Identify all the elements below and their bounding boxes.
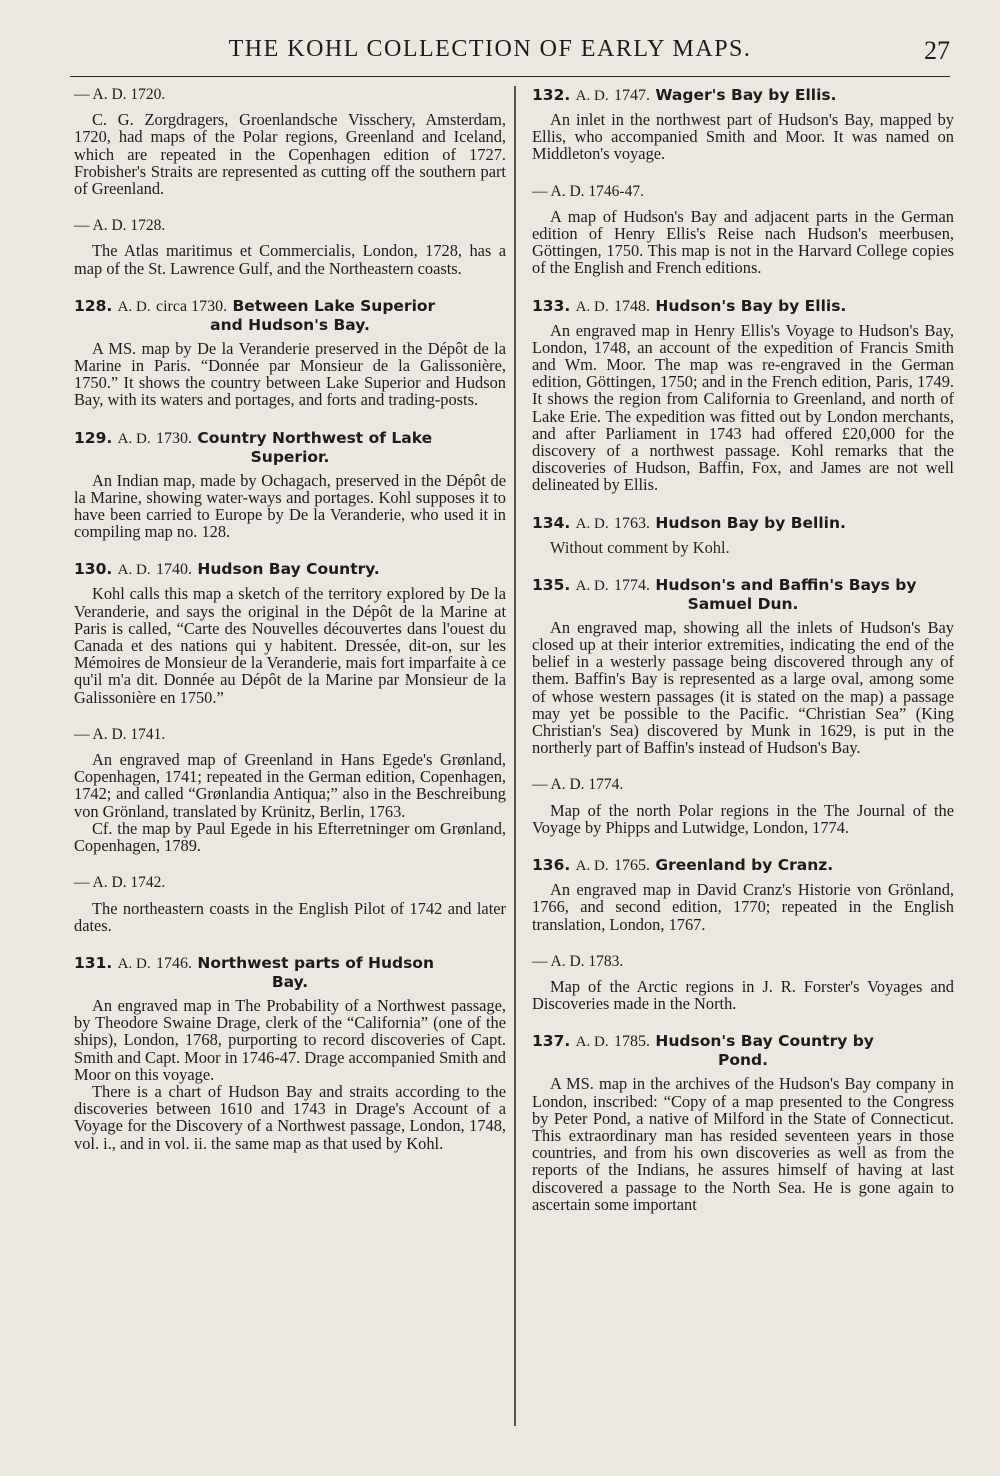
entry-number: 128. (74, 296, 113, 315)
entry-number: 137. (532, 1032, 571, 1051)
entry-title-cont: and Hudson's Bay. (210, 315, 370, 334)
entry-text: An inlet in the northwest part of Hudson's Bay, mapped by Ellis, who accompanied Smith and Moor. It was named on Middleton's voyage. (532, 110, 954, 164)
entry-1742 (74, 874, 506, 934)
entry-title: Between Lake Superior (232, 296, 436, 315)
page-number: 27 (924, 36, 950, 65)
entry-year: 1746. (155, 954, 192, 972)
entry-number: 131. (74, 953, 113, 972)
entry-text-cont: There is a chart of Hudson Bay and straits according to the discoveries between 1610 and 1743 in Drage's Account of a Voyage for the Discovery of a Northwest passage, London, 1748, vol. i., and in vol. ii. the same map as that used by Kohl. (74, 1081, 506, 1153)
entry-year: 1765. (613, 857, 650, 875)
entry-year: 1740. (155, 561, 192, 579)
entry-era: A. D. (575, 577, 609, 594)
left-column (74, 86, 506, 1172)
entry-1774 (532, 776, 954, 836)
entry-137 (532, 1032, 954, 1213)
entry-title: Hudson Bay Country. (197, 560, 380, 579)
entry-134 (532, 514, 954, 556)
entry-title: Hudson's and Baffin's Bays by (655, 575, 917, 594)
entry-title: Hudson's Bay by Ellis. (655, 296, 847, 315)
entry-heading (74, 560, 506, 579)
entry-text: Without comment by Kohl. (550, 537, 730, 557)
entry-title-cont: Bay. (271, 972, 309, 991)
column-divider (514, 86, 516, 1426)
entry-title: Northwest parts of Hudson (197, 953, 434, 972)
entry-133 (532, 297, 954, 494)
entry-title: Greenland by Cranz. (655, 856, 834, 875)
entry-128 (74, 297, 506, 409)
entry-text: Map of the north Polar regions in the The Journal of the Voyage by Phipps and Lutwidge, London, 1774. (532, 800, 954, 837)
entry-title-cont: Samuel Dun. (687, 594, 799, 613)
entry-year: 1748. (613, 297, 650, 315)
entry-heading (532, 297, 954, 316)
entry-year: 1774. (613, 576, 650, 594)
entry-number: 129. (74, 428, 113, 447)
entry-1720 (74, 86, 506, 197)
entry-heading (532, 576, 954, 613)
entry-title: Hudson's Bay Country by (655, 1032, 874, 1051)
entry-era: A. D. (575, 858, 609, 875)
entry-number: 130. (74, 560, 113, 579)
entry-date: — A. D. 1774. (532, 776, 624, 794)
entry-131 (74, 954, 506, 1152)
entry-era: A. D. (575, 298, 609, 315)
entry-date: — A. D. 1720. (74, 86, 166, 103)
entry-heading (532, 86, 954, 105)
entry-text: An Indian map, made by Ochagach, preserved in the Dépôt de la Marine, showing water-ways and portages. Kohl supposes it to have been carried to Europe by De la Veranderie, who used it in compiling map no. 128. (74, 470, 506, 542)
entry-year: 1785. (613, 1033, 650, 1051)
entry-text: An engraved map in The Probability of a Northwest passage, by Theodore Swaine Drage, clerk of the “California” (one of the ships), London, 1768, purporting to record discoveries of Capt. Smith and Capt. Moor in 1746-47. Drage accompanied Smith and Moor on this voyage. (74, 995, 506, 1084)
entry-heading (74, 297, 506, 334)
entry-text: An engraved map in Henry Ellis's Voyage to Hudson's Bay, London, 1748, an account of the expedition of Francis Smith and Wm. Moor. The map was re-engraved in the German edition, Göttingen, 1750; and in the French edition, Paris, 1749. It shows the region from California to Greenland, and north of Lake Erie. The expedition was fitted out by London merchants, and after Parliament in 1743 had offered £20,000 for the discovery of a northwest passage. Kohl remarks that the discoveries of Hudson, Baffin, Fox, and James are not well delineated by Ellis. (532, 320, 954, 495)
entry-1746 (532, 183, 954, 277)
entry-text: An engraved map of Greenland in Hans Egede's Grønland, Copenhagen, 1741; repeated in the German edition, Copenhagen, 1742; and called “Grønlandia Antiqua;” also in the Beschreibung von Grönland, translated by Krünitz, Berlin, 1763. (74, 750, 506, 821)
entry-era: A. D. (117, 955, 151, 972)
entry-heading (532, 856, 954, 875)
entry-1783 (532, 953, 954, 1013)
entry-era: A. D. (117, 562, 151, 579)
entry-year: 1763. (613, 514, 650, 532)
running-title: THE KOHL COLLECTION OF EARLY MAPS. (228, 36, 752, 62)
entry-title-cont: Superior. (250, 447, 330, 466)
entry-year: 1730. (155, 429, 192, 447)
entry-number: 133. (532, 296, 571, 315)
entry-year: circa 1730. (155, 297, 228, 315)
entry-heading (532, 1032, 954, 1069)
entry-text: Kohl calls this map a sketch of the territory explored by De la Veranderie, and says the original in the Dépôt de la Marine at Paris is called, “Carte des Nouvelles découvertes dans l'ouest du Canada et des nations qui y habitent. Dressée, dit-on, sur les Mémoires de Monsieur de la Veranderie, mais fort imparfaite à ce qu'il m'a dit. Donnée au Dépôt de la Marine par Monsieur de la Galissonière en 1750.” (74, 584, 506, 707)
entry-129 (74, 429, 506, 541)
entry-title: Hudson Bay by Bellin. (655, 513, 846, 532)
entry-heading (74, 429, 506, 466)
entry-era: A. D. (575, 88, 609, 104)
entry-number: 136. (532, 856, 571, 875)
entry-1728 (74, 217, 506, 277)
entry-date: — A. D. 1746-47. (532, 182, 644, 200)
entry-text: C. G. Zorgdragers, Groenlandsche Visschery, Amsterdam, 1720, had maps of the Polar regions, Greenland and Iceland, which are repeated in the Copenhagen edition of 1727. Frobisher's Straits are represented as cutting off the southern part of Greenland. (74, 110, 506, 199)
entry-title-cont: Pond. (717, 1051, 769, 1070)
entry-text: A MS. map in the archives of the Hudson's Bay company in London, inscribed: “Copy of a map presented to the Congress by Peter Pond, a native of Milford in the State of Connecticut. This extraordinary man has resided seventeen years in those countries, and from his own discoveries as well as from the reports of the Indians, he assures himself of having at last discovered a passage to the North Sea. He is gone again to ascertain some important (532, 1074, 954, 1214)
entry-number: 132. (532, 86, 571, 104)
entry-era: A. D. (117, 430, 151, 447)
entry-era: A. D. (575, 515, 609, 532)
entry-heading (532, 514, 954, 533)
entry-number: 134. (532, 513, 571, 532)
entry-130 (74, 560, 506, 705)
entry-title: Country Northwest of Lake (197, 428, 433, 447)
right-column (532, 86, 954, 1233)
entry-132 (532, 86, 954, 163)
entry-year: 1747. (613, 87, 650, 104)
entry-text: The Atlas maritimus et Commercialis, London, 1728, has a map of the St. Lawrence Gulf, and the Northeastern coasts. (74, 241, 506, 278)
entry-text: An engraved map, showing all the inlets of Hudson's Bay closed up at their interior extremities, indicating the end of the belief in a westerly passage being discovered through any of them. Baffin's Bay is represented as a large oval, among some of whose western passages (it is stated on the map) a passage may yet be possible to the Pacific. “Christian Sea” (King Christian's Sea) discovered by Munk in 1629, is put in the northerly part of Baffin's instead of Hudson's Bay. (532, 617, 954, 758)
entry-heading (74, 954, 506, 991)
running-header (70, 36, 950, 77)
entry-text: A MS. map by De la Veranderie preserved in the Dépôt de la Marine in Paris. “Donnée par Monsieur de la Galissonière, 1750.” It shows the country between Lake Superior and Hudson Bay, with its waters and portages, and forts and trading-posts. (74, 338, 506, 410)
entry-era: A. D. (575, 1034, 609, 1051)
entry-135 (532, 576, 954, 757)
entry-title: Wager's Bay by Ellis. (655, 86, 837, 104)
entry-text-cont: Cf. the map by Paul Egede in his Efterretninger om Grønland, Copenhagen, 1789. (74, 818, 506, 856)
entry-text: A map of Hudson's Bay and adjacent parts in the German edition of Henry Ellis's Reise nach Hudson's meerbusen, Göttingen, 1750. This map is not in the Harvard College copies of the English and French editions. (532, 206, 954, 278)
entry-date: — A. D. 1728. (74, 217, 166, 235)
entry-136 (532, 856, 954, 933)
entry-number: 135. (532, 575, 571, 594)
entry-date: — A. D. 1742. (74, 874, 166, 892)
entry-text: Map of the Arctic regions in J. R. Forster's Voyages and Discoveries made in the North. (532, 976, 954, 1014)
entry-date: — A. D. 1783. (532, 952, 624, 970)
entry-1741 (74, 726, 506, 854)
entry-era: A. D. (117, 298, 151, 315)
entry-text: An engraved map in David Cranz's Historie von Grönland, 1766, and second edition, 1770; repeated in the English translation, London, 1767. (532, 880, 954, 934)
entry-text: The northeastern coasts in the English Pilot of 1742 and later dates. (74, 898, 506, 935)
entry-date: — A. D. 1741. (74, 725, 166, 743)
